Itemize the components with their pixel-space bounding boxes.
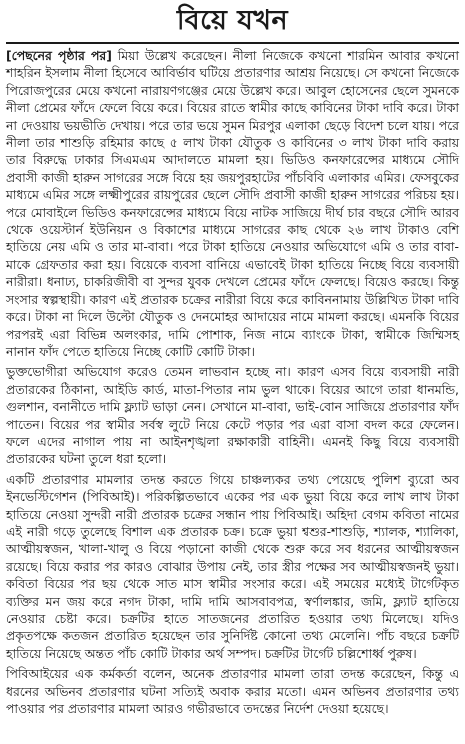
article-paragraph-4: পিবিআইয়ের এক কর্মকর্তা বলেন, অনেক প্রতারণার মামলা তারা তদন্ত করেছেন, কিন্তু এ ধরনের অভিনব প্রতারণার ঘটনা সত্যিই অবাক করার মতো। এমন অভিনব প্রতারণার তথ্য পাওয়ার পর প্রতারণার মামলা আরও গভীরভাবে তদন্তের নির্দেশ দেওয়া হয়েছে। (6, 666, 459, 717)
paragraph-text: মিয়া উল্লেখ করেছেন। নীলা নিজেকে কখনো শারমিন আবার কখনো শাহরিন ইসলাম নীলা হিসেবে আবির্ভাব ঘটিয়ে প্রতারণার আশ্রয় নিয়েছে। সে কখনো নিজেকে পিরোজপুরের মেয়ে কখনো নারায়ণগঞ্জের মেয়ে উল্লেখ করে। আবুল হোসেনের ছেলে সুমনকে নীলা প্রেমের ফাঁদে ফেলে বিয়ে করে। বিয়ের রাতে স্বামীর কাছে কাবিনের টাকা দাবি করে। টাকা না দেওয়ায় ভয়ভীতি দেখায়। পরে তার ভয়ে সুমন মিরপুর এলাকা ছেড়ে বিদেশ চলে যায়। পরে নীলা তার শাশুড়ি রহিমার কাছে ৫ লাখ টাকা যৌতুক ও কাবিনের ৩ লাখ টাকা দাবি করায় তার বিরুদ্ধে ঢাকার সিএমএম আদালতে মামলা হয়। ভিডিও কনফারেন্সের মাধ্যমে সৌদি প্রবাসী কাজী হারুন সাগরের সঙ্গে বিয়ে হয় জয়পুরহাটের পাঁচবিবি এলাকার এমির। ফেসবুকের মাধ্যমে এমির সঙ্গে লক্ষ্মীপুরের রায়পুরের ছেলে সৌদি প্রবাসী কাজী হারুন সাগরের পরিচয় হয়। পরে মোবাইলে ভিডিও কনফারেন্সের মাধ্যমে বিয়ে নাটক সাজিয়ে দীর্ঘ চার বছরে সৌদি আরব থেকে ওয়েস্টার্ন ইউনিয়ন ও বিকাশের মাধ্যমে সাগরের কাছ থেকে ২৬ লাখ টাকাও বেশি হাতিয়ে নেয় এমি ও তার মা-বাবা। পরে টাকা হাতিয়ে নেওয়ার অভিযোগে এমি ও তার বাবা-মাকে গ্রেফতার করা হয়। বিয়েকে ব্যবসা বানিয়ে এভাবেই টাকা হাতিয়ে নিচ্ছে বিয়ে ব্যবসায়ী নারীরা। ধনাঢ্য, চাকরিজীবী বা সুন্দর যুবক দেখলে প্রেমের ফাঁদে ফেলছে। বিয়েও করছে। কিন্তু সংসার স্বল্পস্থায়ী। কারণ এই প্রতারক চক্রের নারীরা বিয়ে করে কাবিননামায় উল্লিখিত টাকা দাবি করে। টাকা না দিলে উল্টো যৌতুক ও দেনমোহর আদায়ের নামে মামলা করছে। এমনকি বিয়ের পরপরই এরা বিভিন্ন অলংকার, দামি পোশাক, নিজ নামে ব্যাংকে টাকা, স্বামীকে জিম্মিসহ নানান ফাঁদ পেতে হাতিয়ে নিচ্ছে কোটি কোটি টাকা। (6, 48, 459, 359)
news-article (6, 4, 459, 719)
article-paragraph-1 (6, 47, 459, 360)
article-paragraph-3: একটি প্রতারণার মামলার তদন্ত করতে গিয়ে চাঞ্চল্যকর তথ্য পেয়েছে পুলিশ ব্যুরো অব ইনভেস্টিগেশন (পিবিআই)। পরিকল্পিতভাবে একের পর এক ভুয়া বিয়ে করে লাখ লাখ টাকা হাতিয়ে নেওয়া সুন্দরী নারী প্রতারক চক্রের সন্ধান পায় পিবিআই। অহিদা বেগম কবিতা নামের এই নারী গড়ে তুলেছে বিশাল এক প্রতারক চক্র। চক্রে ভুয়া শ্বশুর-শাশুড়ি, শ্যালক, শ্যালিকা, আত্মীয়স্বজন, খালা-খালু ও বিয়ে পড়ানো কাজী থেকে শুরু করে সব ধরনের আত্মীয়স্বজন রয়েছে। বিয়ে করার পর কারও বোঝার উপায় নেই, তার স্ত্রীর পক্ষের সব আত্মীয়স্বজনই ভুয়া। কবিতা বিয়ের পর ছয় থেকে সাত মাস স্বামীর সংসার করে। এই সময়ের মধ্যেই টার্গেটকৃত ব্যক্তির মন জয় করে নগদ টাকা, দামি দামি আসবাবপত্র, স্বর্ণালঙ্কার, জমি, ফ্ল্যাট হাতিয়ে নেওয়ার চেষ্টা করে। চক্রটির হাতে সাতজনের প্রতারিত হওয়ার তথ্য মিলেছে। যদিও প্রকৃতপক্ষে কতজন প্রতারিত হয়েছেন তার সুনির্দিষ্ট কোনো তথ্য মেলেনি। পাঁচ বছরে চক্রটি হাতিয়ে নিয়েছে অন্তত পাঁচ কোটি টাকার অর্থ সম্পদ। চক্রটির টার্গেট চল্লিশোর্ধ্ব পুরুষ। (6, 471, 459, 661)
article-paragraph-2: ভুক্তভোগীরা অভিযোগ করেও তেমন লাভবান হচ্ছে না। কারণ এসব বিয়ে ব্যবসায়ী নারী প্রতারকের ঠিকানা, আইডি কার্ড, মাতা-পিতার নাম ভুল থাকে। বিয়ের আগে তারা ধানমন্ডি, গুলশান, বনানীতে দামি ফ্ল্যাট ভাড়া নেন। সেখানে মা-বাবা, ভাই-বোন সাজিয়ে প্রতারণার ফাঁদ পাতেন। বিয়ের পর স্বামীর সর্বস্ব লুটে নিয়ে কেটে পড়ার পর এরা বাসা বদল করে ফেলেন। ফলে এদের নাগাল পায় না আইনশৃঙ্খলা রক্ষাকারী বাহিনী। এমনই কিছু বিয়ে ব্যবসায়ী প্রতারকের ঘটনা তুলে ধরা হলো। (6, 364, 459, 467)
title-divider (6, 42, 459, 44)
article-title: বিয়ে যখন (176, 5, 289, 36)
continued-from-back-page-tag: [পেছনের পৃষ্ঠার পর] (6, 48, 112, 63)
